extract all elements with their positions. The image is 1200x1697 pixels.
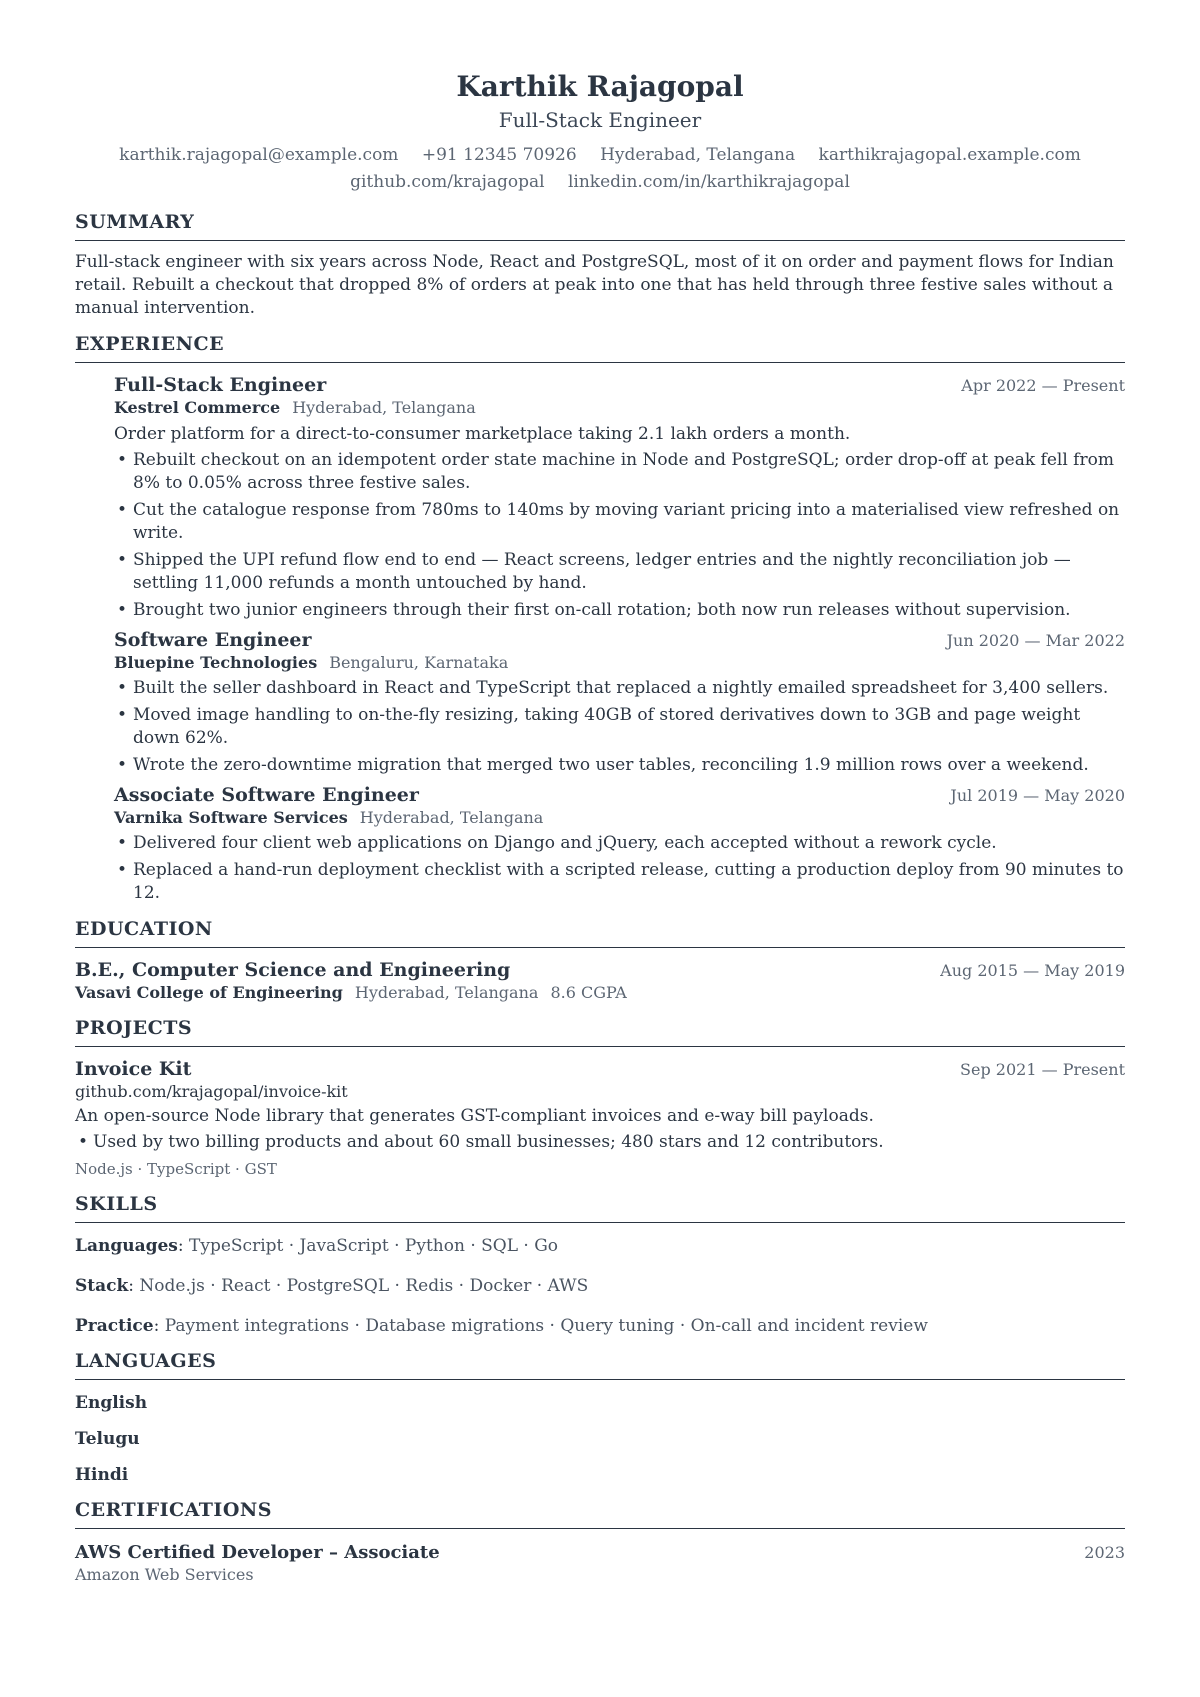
school-name: Vasavi College of Engineering [75,983,343,1002]
job-dates: Apr 2022 — Present [961,376,1125,395]
company-name: Kestrel Commerce [114,398,281,417]
school-line [75,982,1125,1004]
job-company-line [114,397,1125,419]
project-name: Invoice Kit [75,1058,192,1080]
company-name: Varnika Software Services [114,808,348,827]
job-location: Hyderabad, Telangana [292,398,476,417]
job-bullet: • Rebuilt checkout on an idempotent order state machine in Node and PostgreSQL; order drop-off at peak fell from 8% to 0.05% across three festive sales. [114,449,1125,495]
grade-text: 8.6 CGPA [550,983,627,1002]
job-header [114,783,1125,807]
website-link[interactable]: karthikrajagopal.example.com [818,145,1081,165]
company-name: Bluepine Technologies [114,653,318,672]
resume-header [75,70,1125,196]
skill-label: Practice [75,1316,154,1336]
job-dates: Jun 2020 — Mar 2022 [946,631,1125,650]
job-location: Hyderabad, Telangana [359,808,544,827]
job-bullet: • Built the seller dashboard in React and TypeScript that replaced a nightly emailed spreadsheet for 3,400 sellers. [114,677,1125,700]
summary-text: Full-stack engineer with six years across Node, React and PostgreSQL, most of it on order and payment flows for Indian retail. Rebuilt a checkout that dropped 8% of orders at peak into one that has held through three festive sales without a manual intervention. [75,252,1114,318]
phone-number: +91 12345 70926 [421,145,577,165]
summary-section [75,210,1125,320]
job-location: Bengaluru, Karnataka [329,653,509,672]
skill-row: Practice: Payment integrations · Database migrations · Query tuning · On-call and incident review [75,1316,928,1336]
job-company-line [114,652,1125,674]
job-company-line [114,807,1125,829]
job-bullets [114,832,1125,905]
degree-title: B.E., Computer Science and Engineering [75,959,511,981]
languages-section [75,1349,1125,1486]
job-entry [114,628,1125,777]
job-bullet: • Cut the catalogue response from 780ms to 140ms by moving variant pricing into a materialised view refreshed on write. [114,499,1125,545]
job-bullet: • Delivered four client web applications on Django and jQuery, each accepted without a rework cycle. [114,832,1125,855]
job-entry [114,783,1125,905]
project-entry [75,1047,1125,1180]
candidate-name: Karthik Rajagopal [456,70,744,103]
job-bullets [114,449,1125,622]
certification-issuer: Amazon Web Services [75,1565,254,1584]
education-section [75,917,1125,1004]
profile-links-row [75,169,1125,196]
project-dates: Sep 2021 — Present [960,1060,1125,1079]
certification-header [75,1541,1125,1565]
job-title: Software Engineer [114,629,312,651]
location-text: Hyderabad, Telangana [600,145,796,165]
skill-label: Languages [75,1236,178,1256]
language-item: Telugu [75,1429,140,1449]
linkedin-link[interactable]: linkedin.com/in/karthikrajagopal [567,172,850,192]
section-title-education: EDUCATION [75,917,1125,948]
section-title-experience: EXPERIENCE [75,332,1125,363]
job-dates: Jul 2019 — May 2020 [950,786,1125,805]
project-tags: Node.js · TypeScript · GST [75,1160,277,1178]
job-bullets [114,677,1125,777]
project-bullets [75,1131,1125,1154]
skill-row: Stack: Node.js · React · PostgreSQL · Redis · Docker · AWS [75,1276,589,1296]
certification-entry [75,1529,1125,1584]
skill-label: Stack [75,1276,129,1296]
job-description: Order platform for a direct-to-consumer marketplace taking 2.1 lakh orders a month. [114,424,851,444]
projects-section [75,1016,1125,1180]
summary-body [75,241,1125,320]
job-header [114,373,1125,397]
languages-body [75,1380,1125,1486]
skill-items: Payment integrations · Database migrations · Query tuning · On-call and incident review [164,1316,928,1336]
language-item: Hindi [75,1465,129,1485]
project-bullet: • Used by two billing products and about 60 small businesses; 480 stars and 12 contributors. [75,1131,1125,1154]
job-header [114,628,1125,652]
education-header [75,958,1125,982]
section-title-projects: PROJECTS [75,1016,1125,1047]
job-entry [114,373,1125,622]
github-link[interactable]: github.com/krajagopal [350,172,545,192]
education-dates: Aug 2015 — May 2019 [940,961,1125,980]
section-title-certifications: CERTIFICATIONS [75,1498,1125,1529]
section-title-summary: SUMMARY [75,210,1125,241]
job-bullet: • Moved image handling to on-the-fly resizing, taking 40GB of stored derivatives down to 3GB and page weight down 62%. [114,704,1125,750]
job-title: Full-Stack Engineer [114,374,327,396]
skill-items: TypeScript · JavaScript · Python · SQL · Go [189,1236,559,1256]
job-bullet: • Shipped the UPI refund flow end to end — React screens, ledger entries and the nightly reconciliation job — settling 11,000 refunds a month untouched by hand. [114,549,1125,595]
section-title-languages: LANGUAGES [75,1349,1125,1380]
candidate-headline: Full-Stack Engineer [498,108,702,132]
certification-year: 2023 [1084,1543,1125,1562]
language-item: English [75,1393,148,1413]
certifications-section [75,1498,1125,1584]
education-entry [75,948,1125,1004]
job-bullet: • Brought two junior engineers through their first on-call rotation; both now run releases without supervision. [114,599,1125,622]
project-header [75,1057,1125,1081]
experience-section [75,332,1125,905]
job-bullet: • Replaced a hand-run deployment checklist with a scripted release, cutting a production deploy from 90 minutes to 12. [114,859,1125,905]
school-location: Hyderabad, Telangana [354,983,539,1002]
skill-items: Node.js · React · PostgreSQL · Redis · Docker · AWS [139,1276,589,1296]
section-title-skills: SKILLS [75,1192,1125,1223]
skills-body [75,1223,1125,1337]
skill-row: Languages: TypeScript · JavaScript · Python · SQL · Go [75,1236,559,1256]
skills-section [75,1192,1125,1337]
project-description: An open-source Node library that generates GST-compliant invoices and e-way bill payloads. [75,1106,874,1126]
job-title: Associate Software Engineer [114,784,419,806]
email-link[interactable]: karthik.rajagopal@example.com [119,145,399,165]
project-url[interactable]: github.com/krajagopal/invoice-kit [75,1082,348,1101]
certification-name: AWS Certified Developer – Associate [75,1542,440,1563]
experience-body [75,363,1125,905]
job-bullet: • Wrote the zero-downtime migration that merged two user tables, reconciling 1.9 million rows over a weekend. [114,754,1125,777]
contact-row [75,142,1125,169]
